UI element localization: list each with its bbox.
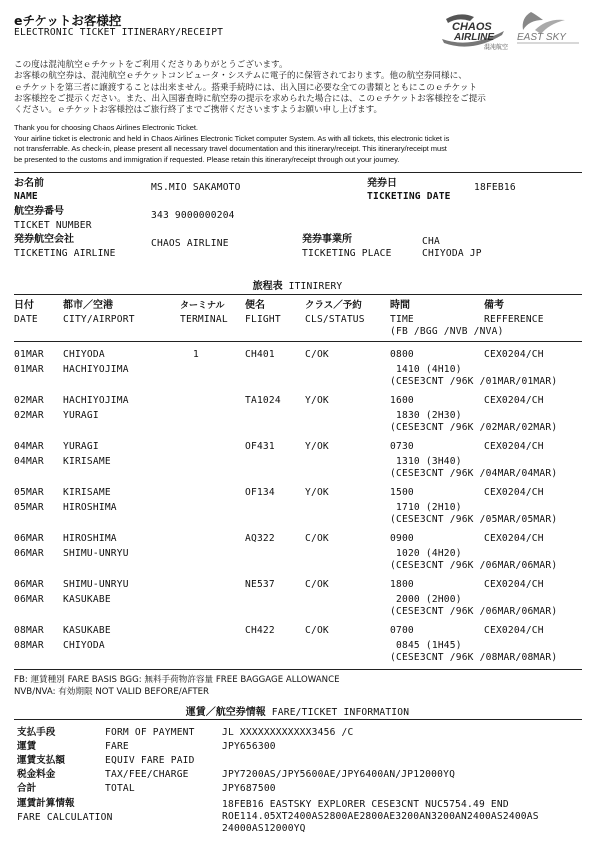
passenger-name-value: MS.MIO SAKAMOTO bbox=[151, 182, 241, 193]
segment-departure-city: YURAGI bbox=[63, 441, 99, 452]
segment-departure-date: 08MAR bbox=[14, 625, 44, 636]
segment-fare-basis: (CESE3CNT /96K /06MAR/06MAR) bbox=[390, 560, 558, 571]
ticketing-place-value: CHIYODA JP bbox=[422, 248, 482, 259]
segment-arrival-city: SHIMU-UNRYU bbox=[63, 548, 129, 559]
fare-row-label-jp: 税金料金 bbox=[17, 769, 56, 780]
segment-fare-basis: (CESE3CNT /96K /06MAR/06MAR) bbox=[390, 606, 558, 617]
fare-row-label-en: TOTAL bbox=[105, 783, 135, 794]
col-flight-en: FLIGHT bbox=[245, 314, 281, 325]
segment-fare-basis: (CESE3CNT /96K /08MAR/08MAR) bbox=[390, 652, 558, 663]
divider bbox=[14, 719, 582, 720]
segment-reference: CEX0204/CH bbox=[484, 533, 544, 544]
fare-calculation-line: 24000AS12000YQ bbox=[222, 823, 306, 834]
fare-row-label-en: EQUIV FARE PAID bbox=[105, 755, 195, 766]
fare-row-label-jp: 運賃 bbox=[17, 741, 37, 752]
segment-arrival-city: YURAGI bbox=[63, 410, 99, 421]
segment-reference: CEX0204/CH bbox=[484, 395, 544, 406]
fare-row-label-en: TAX/FEE/CHARGE bbox=[105, 769, 189, 780]
fare-row-value: JPY687500 bbox=[222, 783, 276, 794]
divider bbox=[14, 669, 582, 670]
segment-departure-city: HACHIYOJIMA bbox=[63, 395, 129, 406]
segment-class-status: C/OK bbox=[305, 625, 329, 636]
segment-class-status: Y/OK bbox=[305, 441, 329, 452]
name-label-jp: お名前 bbox=[14, 178, 44, 189]
svg-text:EAST SKY: EAST SKY bbox=[517, 32, 566, 43]
segment-departure-date: 02MAR bbox=[14, 395, 44, 406]
segment-arrival-date: 04MAR bbox=[14, 456, 44, 467]
fare-row-value: JPY7200AS/JPY5600AE/JPY6400AN/JP12000YQ bbox=[222, 769, 456, 780]
segment-class-status: Y/OK bbox=[305, 395, 329, 406]
col-flight-jp: 便名 bbox=[245, 300, 265, 311]
fare-title bbox=[0, 703, 595, 718]
segment-arrival-time: 2000 (2H00) bbox=[396, 594, 462, 605]
segment-reference: CEX0204/CH bbox=[484, 487, 544, 498]
ticket-number-value: 343 9000000204 bbox=[151, 210, 235, 221]
col-class-en: CLS/STATUS bbox=[305, 314, 365, 325]
intro-en-line: Your airline ticket is electronic and held in Chaos Airlines Electronic Ticket computer System. As with all tickets, this electronic ticket is bbox=[14, 133, 450, 143]
segment-arrival-date: 06MAR bbox=[14, 548, 44, 559]
col-reference-en: REFFERENCE bbox=[484, 314, 544, 325]
segment-arrival-city: HACHIYOJIMA bbox=[63, 364, 129, 375]
segment-departure-date: 05MAR bbox=[14, 487, 44, 498]
segment-fare-basis: (CESE3CNT /96K /02MAR/02MAR) bbox=[390, 422, 558, 433]
fare-calculation-label-en: FARE CALCULATION bbox=[17, 812, 113, 823]
segment-fare-basis: (CESE3CNT /96K /01MAR/01MAR) bbox=[390, 376, 558, 387]
ticketing-place-label-en: TICKETING PLACE bbox=[302, 248, 392, 259]
segment-fare-basis: (CESE3CNT /96K /04MAR/04MAR) bbox=[390, 468, 558, 479]
itinerary-title bbox=[0, 277, 595, 292]
intro-en-line: Thank you for choosing Chaos Airlines Electronic Ticket. bbox=[14, 123, 198, 132]
ticketing-place-label-jp: 発券事業所 bbox=[302, 234, 352, 245]
fare-row-label-en: FORM OF PAYMENT bbox=[105, 727, 195, 738]
segment-departure-date: 06MAR bbox=[14, 579, 44, 590]
ticketing-date-value: 18FEB16 bbox=[474, 182, 516, 193]
ticket-number-label-jp: 航空券番号 bbox=[14, 206, 64, 217]
segment-arrival-date: 02MAR bbox=[14, 410, 44, 421]
validity-legend: NVB/NVA: 有効期限 NOT VALID BEFORE/AFTER bbox=[14, 687, 210, 697]
divider bbox=[14, 172, 582, 173]
segment-arrival-date: 01MAR bbox=[14, 364, 44, 375]
svg-text:CHAOS: CHAOS bbox=[452, 21, 492, 33]
segment-flight-number: CH422 bbox=[245, 625, 275, 636]
ticketing-airline-label-jp: 発券航空会社 bbox=[14, 234, 74, 245]
col-terminal-en: TERMINAL bbox=[180, 314, 228, 325]
segment-departure-city: SHIMU-UNRYU bbox=[63, 579, 129, 590]
ticketing-airline-label-en: TICKETING AIRLINE bbox=[14, 248, 116, 259]
segment-reference: CEX0204/CH bbox=[484, 441, 544, 452]
name-label-en: NAME bbox=[14, 191, 38, 202]
intro-en-line: be presented to the customs and immigration if requested. Please retain this itinerary/receipt through out your journey. bbox=[14, 154, 400, 164]
ticketing-airline-value: CHAOS AIRLINE bbox=[151, 238, 229, 249]
svg-text:混沌航空: 混沌航空 bbox=[484, 44, 509, 51]
segment-arrival-time: 1310 (3H40) bbox=[396, 456, 462, 467]
segment-flight-number: AQ322 bbox=[245, 533, 275, 544]
segment-arrival-time: 1410 (4H10) bbox=[396, 364, 462, 375]
ticketing-date-label-jp: 発券日 bbox=[367, 178, 397, 189]
segment-flight-number: CH401 bbox=[245, 349, 275, 360]
fare-calculation-line: 18FEB16 EASTSKY EXPLORER CESE3CNT NUC5754.49 END bbox=[222, 799, 509, 810]
itinerary-title-en: ITINIRERY bbox=[288, 281, 343, 292]
page-title-en: ELECTRONIC TICKET ITINERARY/RECEIPT bbox=[14, 27, 224, 38]
divider bbox=[14, 341, 582, 342]
col-date-jp: 日付 bbox=[14, 300, 34, 311]
segment-arrival-date: 05MAR bbox=[14, 502, 44, 513]
intro-japanese bbox=[14, 60, 586, 116]
fare-title-jp: 運賃／航空券情報 bbox=[185, 707, 266, 718]
col-terminal-jp: ターミナル bbox=[180, 301, 225, 311]
intro-english bbox=[14, 123, 586, 165]
col-reference-jp: 備考 bbox=[484, 300, 504, 311]
divider bbox=[14, 294, 582, 295]
fare-calculation-label-jp: 運賃計算情報 bbox=[17, 798, 75, 809]
col-city-en: CITY/AIRPORT bbox=[63, 314, 135, 325]
segment-departure-city: CHIYODA bbox=[63, 349, 105, 360]
segment-terminal: 1 bbox=[193, 349, 199, 360]
segment-class-status: Y/OK bbox=[305, 487, 329, 498]
chaos-airline-logo bbox=[440, 9, 510, 53]
segment-departure-date: 06MAR bbox=[14, 533, 44, 544]
segment-arrival-time: 0845 (1H45) bbox=[396, 640, 462, 651]
segment-departure-city: HIROSHIMA bbox=[63, 533, 117, 544]
segment-arrival-date: 08MAR bbox=[14, 640, 44, 651]
page-title-jp: eチケットお客様控 bbox=[14, 13, 122, 28]
col-class-jp: クラス／予約 bbox=[305, 300, 362, 311]
segment-departure-date: 01MAR bbox=[14, 349, 44, 360]
intro-jp-line: この度は混沌航空ｅチケットをご利用くださりありがとうございます。 bbox=[14, 60, 288, 70]
segment-departure-time: 1800 bbox=[390, 579, 414, 590]
ticket-number-label-en: TICKET NUMBER bbox=[14, 220, 92, 231]
col-city-jp: 都市／空港 bbox=[63, 300, 113, 311]
fare-basis-legend: FB: 運賃種別 FARE BASIS BGG: 無料手荷物許容量 FREE BAGGAGE ALLOWANCE bbox=[14, 675, 340, 685]
segment-arrival-time: 1020 (4H20) bbox=[396, 548, 462, 559]
col-time-jp: 時間 bbox=[390, 300, 410, 311]
segment-flight-number: NE537 bbox=[245, 579, 275, 590]
intro-en-line: not transferrable. As check-in, please present all necessary travel documentation and this itinerary/receipt. This itinerary/receipt must bbox=[14, 144, 447, 154]
fare-row-value: JPY656300 bbox=[222, 741, 276, 752]
segment-departure-time: 0700 bbox=[390, 625, 414, 636]
ticketing-date-label-en: TICKETING DATE bbox=[367, 191, 451, 202]
fare-row-label-en: FARE bbox=[105, 741, 129, 752]
intro-jp-line: ください。ｅチケットお客様控はご旅行終了までご携帯くださいますようお願い申し上げます。 bbox=[14, 105, 383, 116]
segment-class-status: C/OK bbox=[305, 533, 329, 544]
east-sky-logo bbox=[513, 8, 585, 48]
fare-row-label-jp: 合計 bbox=[17, 783, 37, 794]
segment-flight-number: OF431 bbox=[245, 441, 275, 452]
intro-jp-line: お客様の航空券は、混沌航空ｅチケットコンピュータ・システムに電子的に保管されております。他の航空券同様に、 bbox=[14, 71, 467, 82]
fare-row-value: JL XXXXXXXXXXXX3456 /C bbox=[222, 727, 354, 738]
segment-departure-time: 1500 bbox=[390, 487, 414, 498]
segment-fare-basis: (CESE3CNT /96K /05MAR/05MAR) bbox=[390, 514, 558, 525]
segment-flight-number: OF134 bbox=[245, 487, 275, 498]
segment-arrival-time: 1710 (2H10) bbox=[396, 502, 462, 513]
segment-reference: CEX0204/CH bbox=[484, 625, 544, 636]
segment-arrival-city: KASUKABE bbox=[63, 594, 111, 605]
segment-reference: CEX0204/CH bbox=[484, 349, 544, 360]
segment-departure-date: 04MAR bbox=[14, 441, 44, 452]
segment-arrival-city: HIROSHIMA bbox=[63, 502, 117, 513]
segment-departure-time: 0900 bbox=[390, 533, 414, 544]
segment-class-status: C/OK bbox=[305, 579, 329, 590]
segment-flight-number: TA1024 bbox=[245, 395, 281, 406]
intro-jp-line: ｅチケットを第三者に譲渡することは出来ません。搭乗手続時には、出入国に必要な全ての書類とともにこのｅチケット bbox=[14, 82, 478, 93]
col-fb-legend: (FB /BGG /NVB /NVA) bbox=[390, 326, 504, 337]
segment-departure-city: KIRISAME bbox=[63, 487, 111, 498]
segment-arrival-date: 06MAR bbox=[14, 594, 44, 605]
segment-departure-time: 0730 bbox=[390, 441, 414, 452]
intro-jp-line: お客様控をご提示ください。また、出入国審査時に航空券の提示を求められた場合には、このｅチケットお客様控をご提示 bbox=[14, 93, 486, 104]
segment-arrival-city: KIRISAME bbox=[63, 456, 111, 467]
segment-departure-time: 1600 bbox=[390, 395, 414, 406]
segment-arrival-time: 1830 (2H30) bbox=[396, 410, 462, 421]
segment-arrival-city: CHIYODA bbox=[63, 640, 105, 651]
fare-row-label-jp: 支払手段 bbox=[17, 727, 56, 738]
itinerary-title-jp: 旅程表 bbox=[252, 281, 283, 292]
fare-calculation-line: ROE114.05XT2400AS2800AE2800AE3200AN3200AN2400AS2400AS bbox=[222, 811, 539, 822]
segment-departure-time: 0800 bbox=[390, 349, 414, 360]
segment-class-status: C/OK bbox=[305, 349, 329, 360]
segment-departure-city: KASUKABE bbox=[63, 625, 111, 636]
fare-row-label-jp: 運賃支払額 bbox=[17, 755, 65, 766]
segment-reference: CEX0204/CH bbox=[484, 579, 544, 590]
fare-title-en: FARE/TICKET INFORMATION bbox=[271, 707, 410, 718]
col-time-en: TIME bbox=[390, 314, 414, 325]
col-date-en: DATE bbox=[14, 314, 38, 325]
ticketing-place-code: CHA bbox=[422, 236, 440, 247]
svg-text:AIRLINE: AIRLINE bbox=[454, 32, 494, 43]
